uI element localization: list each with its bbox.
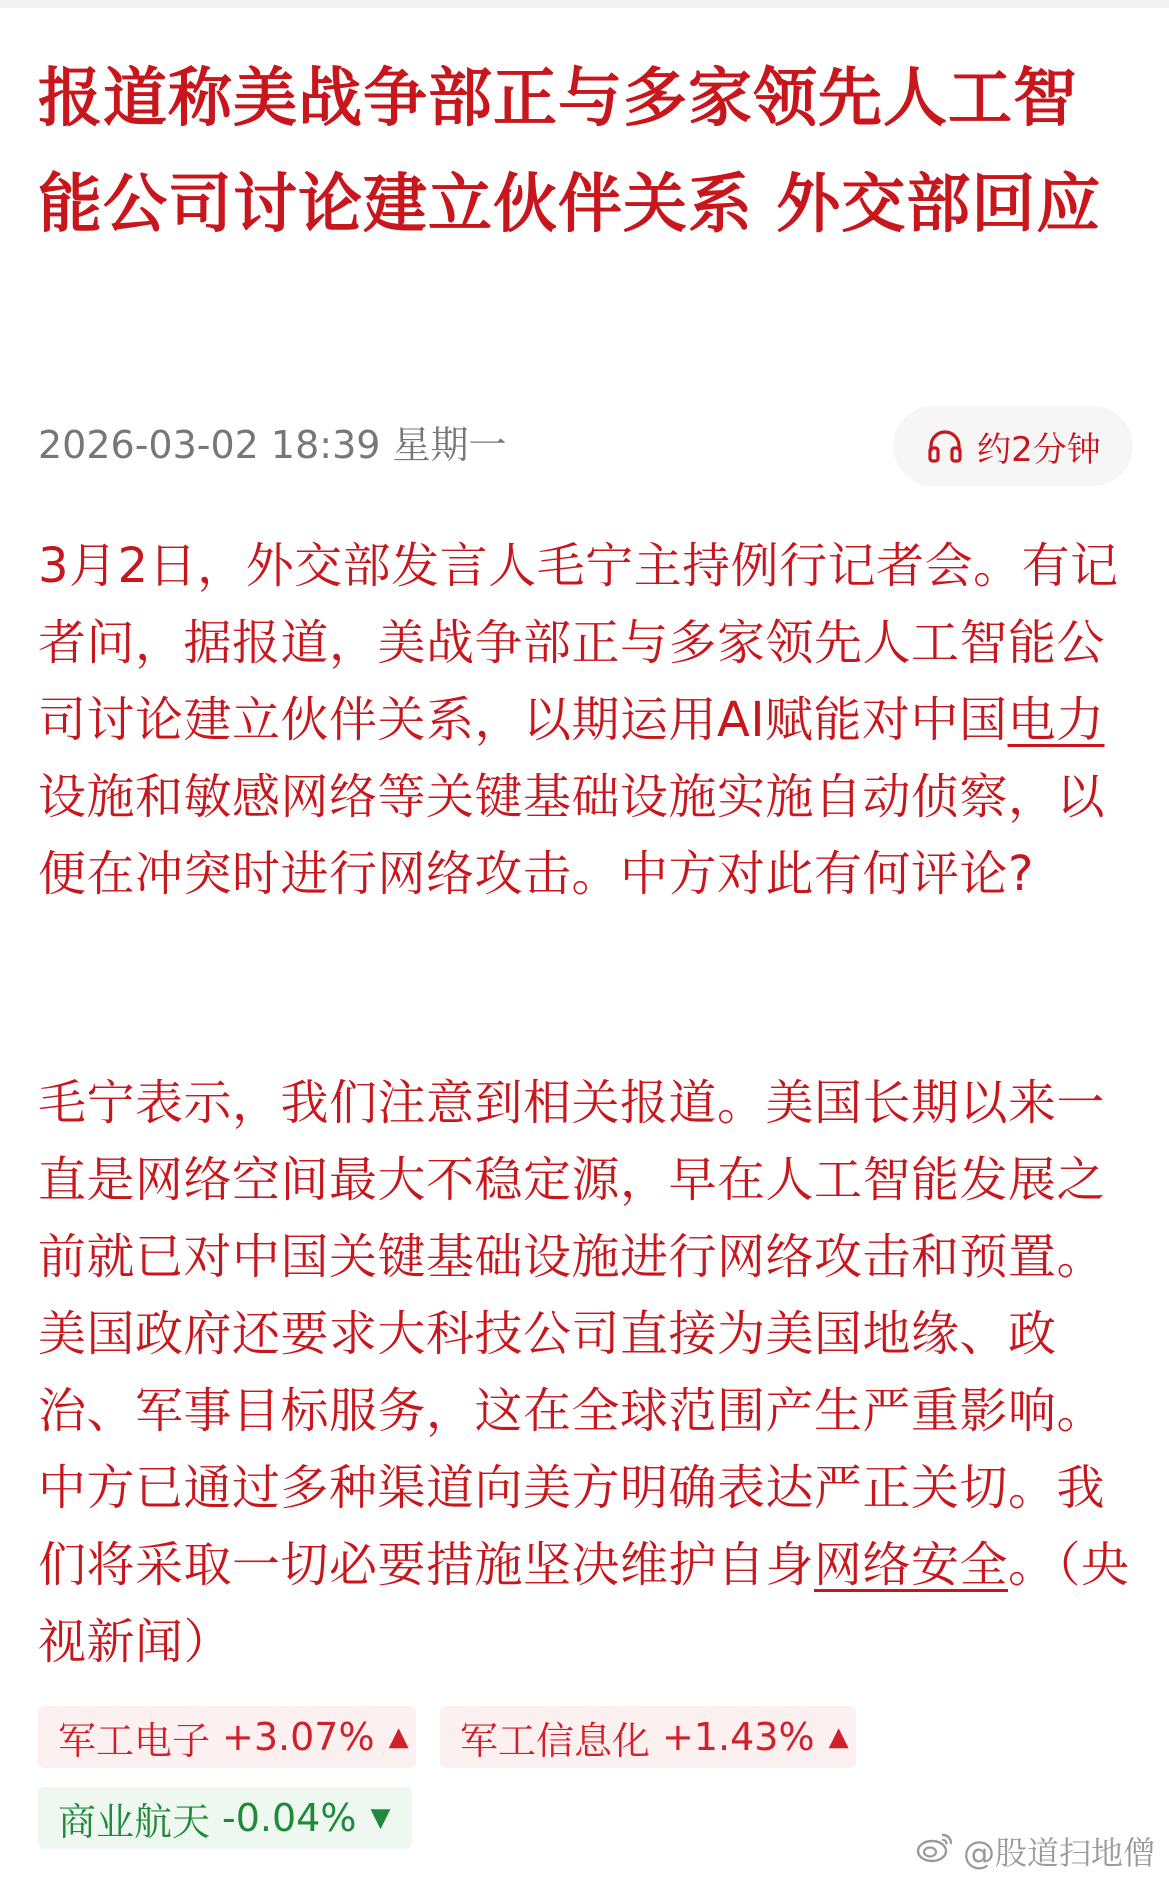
watermark-text: @股道扫地僧 — [962, 1834, 1155, 1872]
keyword-link-cyber-security[interactable]: 网络安全 — [814, 1537, 1009, 1593]
article-title: 报道称美战争部正与多家领先人工智能公司讨论建立伙伴关系 外交部回应 — [38, 62, 1102, 242]
stock-tag-change: +1.43% — [662, 1715, 815, 1759]
stock-tag-name: 军工电子 — [58, 1718, 211, 1763]
article-paragraph — [38, 528, 1138, 913]
stock-tag[interactable] — [440, 1706, 856, 1768]
up-arrow-icon: ▲ — [828, 1722, 849, 1752]
paragraph-text: 设施和敏感网络等关键基础设施实施自动侦察，以便在冲突时进行网络攻击。中方对此有何评论? — [38, 769, 1106, 902]
watermark — [915, 1828, 1155, 1874]
article-paragraph — [38, 1065, 1138, 1681]
keyword-link-electric-power[interactable]: 电力 — [1007, 692, 1105, 748]
stock-tag[interactable] — [38, 1787, 412, 1849]
weibo-icon — [915, 1831, 955, 1871]
down-arrow-icon: ▼ — [370, 1803, 391, 1833]
paragraph-text: 。（央视新闻） — [38, 1537, 1130, 1670]
listen-button[interactable] — [893, 406, 1133, 486]
headphones-icon — [925, 426, 965, 466]
stock-tag-name: 军工信息化 — [460, 1718, 651, 1763]
article-meta — [38, 406, 1133, 486]
stock-tag-change: -0.04% — [222, 1796, 357, 1840]
paragraph-text: 毛宁表示，我们注意到相关报道。美国长期以来一直是网络空间最大不稳定源，早在人工智能发展之前就已对中国关键基础设施进行网络攻击和预置。美国政府还要求大科技公司直接为美国地缘、政治、军事目标服务，这在全球范围产生严重影响。中方已通过多种渠道向美方明确表达严正关切。我们将采取一切必要措施坚决维护自身 — [38, 1075, 1106, 1593]
top-divider — [0, 0, 1169, 8]
stock-tag[interactable] — [38, 1706, 416, 1768]
stock-tag-change: +3.07% — [222, 1715, 375, 1759]
paragraph-text: 3月2日，外交部发言人毛宁主持例行记者会。有记者问，据报道，美战争部正与多家领先人工智能公司讨论建立伙伴关系，以期运用AI赋能对中国 — [38, 538, 1119, 748]
up-arrow-icon: ▲ — [388, 1722, 409, 1752]
publish-time: 2026-03-02 18:39 星期一 — [38, 423, 507, 467]
listen-duration: 约2分钟 — [977, 429, 1101, 470]
stock-tag-name: 商业航天 — [58, 1799, 211, 1844]
